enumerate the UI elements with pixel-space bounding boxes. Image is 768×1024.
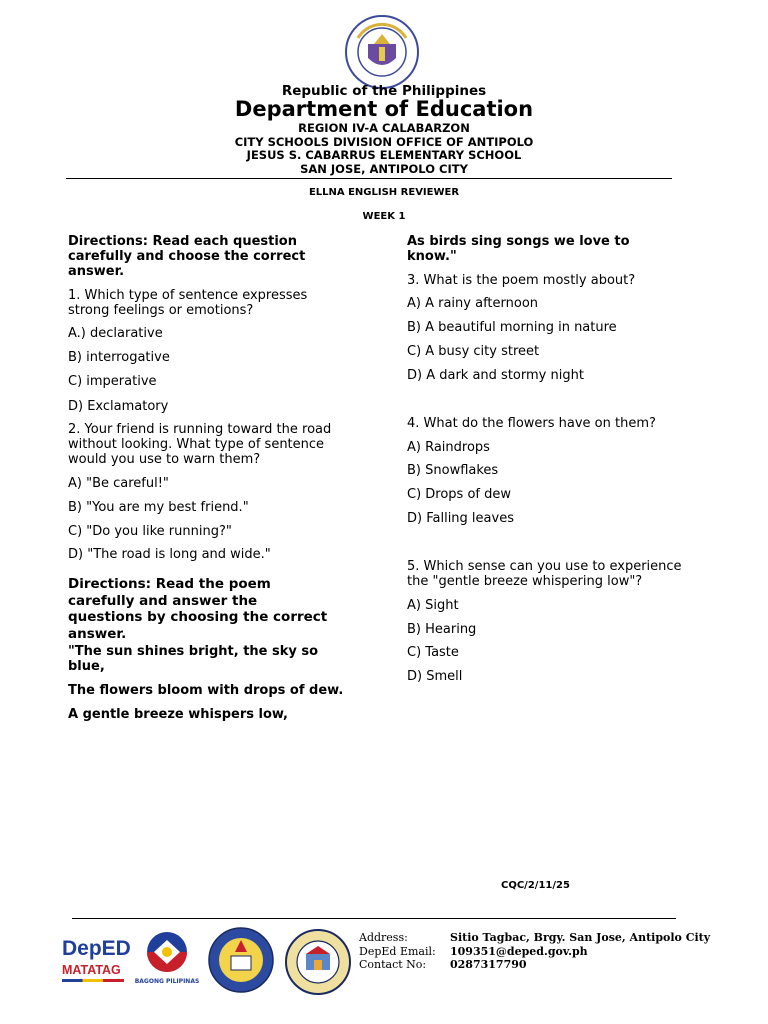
contact-values	[450, 931, 750, 972]
q3-option-d: D) A dark and stormy night	[407, 368, 584, 383]
q1-option-b: B) interrogative	[68, 350, 170, 365]
directions-1: Directions: Read each question carefully and choose the correct answer.	[68, 234, 306, 279]
q1-option-d: D) Exclamatory	[68, 399, 169, 414]
q5-option-d: D) Smell	[407, 669, 463, 684]
matatag-text: MATATAG	[62, 963, 121, 977]
q1-option-a: A.) declarative	[68, 326, 163, 341]
question-2: 2. Your friend is running toward the road without looking. What type of sentence would you use to warn them?	[68, 422, 332, 467]
deped-seal-icon	[344, 14, 420, 90]
department-title: Department of Education	[234, 97, 534, 121]
q2-option-d: D) "The road is long and wide."	[68, 547, 271, 562]
q4-option-b: B) Snowflakes	[407, 463, 499, 478]
q1-option-c: C) imperative	[68, 374, 157, 389]
contact-value: 0287317790	[450, 958, 527, 971]
q2-option-a: A) "Be careful!"	[68, 476, 169, 491]
bagong-pilipinas-logo	[134, 930, 200, 986]
poem-line-3: A gentle breeze whispers low,	[68, 707, 288, 722]
division-line: CITY SCHOOLS DIVISION OFFICE OF ANTIPOLO	[234, 134, 534, 149]
q5-option-a: A) Sight	[407, 598, 459, 613]
email-value[interactable]: 109351@deped.gov.ph	[450, 944, 588, 958]
poem-line-2: The flowers bloom with drops of dew.	[68, 683, 344, 698]
document-code: CQC/2/11/25	[501, 880, 570, 891]
q4-option-d: D) Falling leaves	[407, 511, 514, 526]
bagong-pilipinas-icon	[134, 930, 200, 974]
question-5: 5. Which sense can you use to experience the "gentle breeze whispering low"?	[407, 559, 682, 589]
division-antipolo-seal-icon	[207, 926, 275, 994]
city-line: SAN JOSE, ANTIPOLO CITY	[300, 161, 468, 176]
q5-option-b: B) Hearing	[407, 622, 477, 637]
q5-option-c: C) Taste	[407, 645, 459, 660]
deped-logo-text: DepED	[62, 937, 131, 960]
directions-2: Directions: Read the poem carefully and answer the questions by choosing the correct answer.	[68, 576, 328, 642]
office-lines	[0, 122, 768, 176]
q4-option-c: C) Drops of dew	[407, 487, 512, 502]
contact-label: Contact No:	[359, 958, 427, 971]
matatag-bar	[62, 979, 124, 982]
republic-line: Republic of the Philippines	[281, 83, 487, 99]
q2-option-c: C) "Do you like running?"	[68, 524, 232, 539]
q3-option-c: C) A busy city street	[407, 344, 540, 359]
question-3: 3. What is the poem mostly about?	[407, 273, 636, 288]
region-line: REGION IV-A CALABARZON	[298, 121, 470, 135]
header-divider	[66, 178, 672, 179]
right-column	[407, 234, 707, 694]
school-line: JESUS S. CABARRUS ELEMENTARY SCHOOL	[246, 148, 522, 162]
address-value: Sitio Tagbac, Brgy. San Jose, Antipolo City	[450, 931, 711, 944]
left-column	[68, 234, 368, 734]
footer-divider	[72, 918, 676, 919]
q2-option-b: B) "You are my best friend."	[68, 500, 249, 515]
q3-option-a: A) A rainy afternoon	[407, 296, 539, 311]
address-label: Address:	[359, 931, 408, 944]
poem-line-1: "The sun shines bright, the sky so blue,	[68, 644, 319, 674]
question-4: 4. What do the flowers have on them?	[407, 416, 656, 431]
q4-option-a: A) Raindrops	[407, 440, 490, 455]
q3-option-b: B) A beautiful morning in nature	[407, 320, 617, 335]
week-label: WEEK 1	[362, 211, 406, 222]
contact-labels	[359, 931, 439, 972]
email-label: DepEd Email:	[359, 944, 436, 958]
doc-title: ELLNA ENGLISH REVIEWER	[308, 187, 460, 198]
deped-matatag-logo	[62, 937, 131, 988]
school-seal-icon	[284, 928, 352, 996]
question-1: 1. Which type of sentence expresses strong feelings or emotions?	[68, 288, 308, 318]
poem-line-4: As birds sing songs we love to know."	[407, 234, 630, 264]
bagong-pilipinas-text: BAGONG PILIPINAS	[134, 978, 200, 985]
